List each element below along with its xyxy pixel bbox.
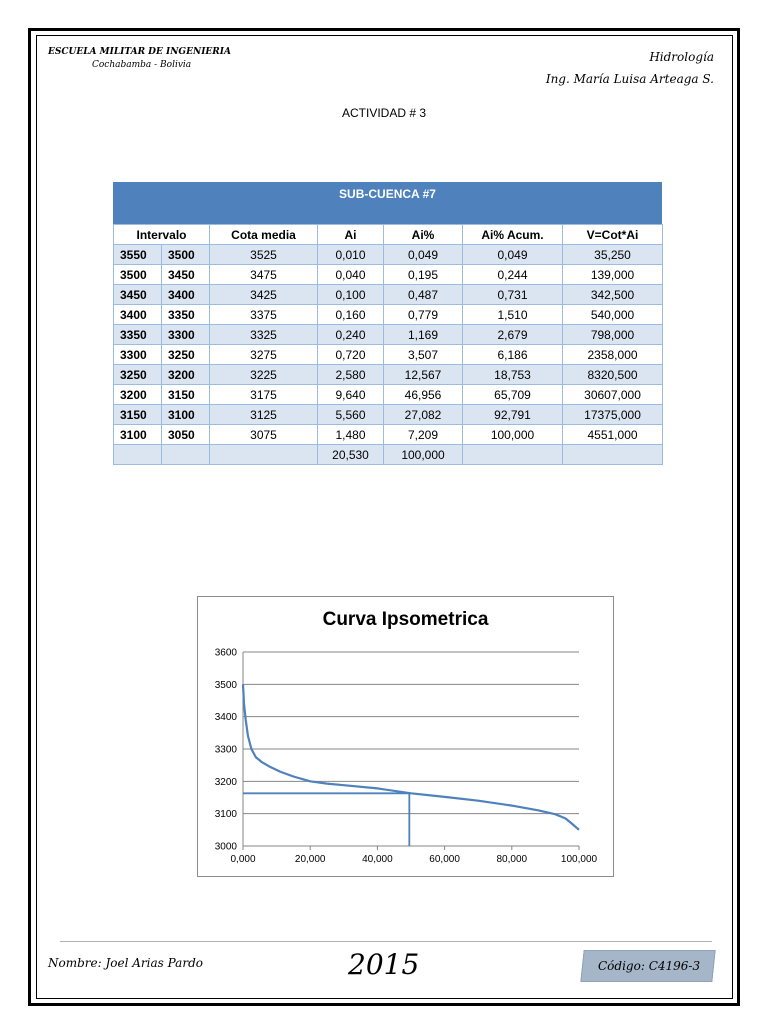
table-cell: 100,000 xyxy=(384,445,463,465)
table-cell: 0,049 xyxy=(384,245,463,265)
x-tick-label: 80,000 xyxy=(496,854,528,865)
table-cell: 3175 xyxy=(210,385,318,405)
table-cell: 3200 xyxy=(114,385,162,405)
table-cell: 9,640 xyxy=(318,385,384,405)
table-cell: 0,731 xyxy=(463,285,563,305)
table-cell: 27,082 xyxy=(384,405,463,425)
x-tick-label: 20,000 xyxy=(294,854,326,865)
table-row xyxy=(114,385,663,405)
table-cell: 3550 xyxy=(114,245,162,265)
x-tick-label: 60,000 xyxy=(429,854,460,865)
table-row xyxy=(114,245,663,265)
course-name: Hidrología xyxy=(649,50,714,64)
y-tick-label: 3500 xyxy=(214,679,237,691)
table-cell: 8320,500 xyxy=(563,365,663,385)
chart-plot xyxy=(198,597,615,878)
table-cell: 4551,000 xyxy=(563,425,663,445)
col-header-ai: Ai xyxy=(318,225,384,245)
y-tick-label: 3400 xyxy=(214,712,237,724)
table-cell: 3100 xyxy=(114,425,162,445)
table-cell: 17375,000 xyxy=(563,405,663,425)
table-cell: 3525 xyxy=(210,245,318,265)
table-cell xyxy=(463,445,563,465)
table-totals-row xyxy=(114,445,663,465)
subbasin-table xyxy=(113,224,663,465)
y-tick-label: 3200 xyxy=(214,776,237,788)
student-name: Nombre: Joel Arias Pardo xyxy=(48,956,203,970)
footer-rule xyxy=(60,941,712,942)
table-cell: 100,000 xyxy=(463,425,563,445)
table-cell: 3250 xyxy=(162,345,210,365)
table-cell: 46,956 xyxy=(384,385,463,405)
data-table xyxy=(113,182,662,465)
table-cell: 3400 xyxy=(162,285,210,305)
table-cell: 3350 xyxy=(162,305,210,325)
table-cell: 0,487 xyxy=(384,285,463,305)
table-cell: 0,195 xyxy=(384,265,463,285)
col-header-ai-acum: Ai% Acum. xyxy=(463,225,563,245)
table-cell: 3450 xyxy=(162,265,210,285)
chart-title: Curva Ipsometrica xyxy=(322,609,489,630)
table-cell xyxy=(162,445,210,465)
table-cell: 798,000 xyxy=(563,325,663,345)
table-cell: 3200 xyxy=(162,365,210,385)
table-cell: 35,250 xyxy=(563,245,663,265)
y-tick-label: 3000 xyxy=(214,841,237,853)
table-cell: 3375 xyxy=(210,305,318,325)
table-cell: 18,753 xyxy=(463,365,563,385)
course-code: Código: C4196-3 xyxy=(597,959,700,973)
table-banner: SUB-CUENCA #7 xyxy=(113,182,662,224)
col-header-intervalo: Intervalo xyxy=(114,225,210,245)
table-cell: 3250 xyxy=(114,365,162,385)
table-cell: 0,049 xyxy=(463,245,563,265)
table-cell: 3300 xyxy=(162,325,210,345)
table-cell: 5,560 xyxy=(318,405,384,425)
table-cell: 0,040 xyxy=(318,265,384,285)
hypsometric-chart xyxy=(197,596,614,877)
code-badge xyxy=(580,950,715,982)
col-header-volume: V=Cot*Ai xyxy=(563,225,663,245)
series-line xyxy=(243,684,579,830)
table-row xyxy=(114,265,663,285)
teacher-name: Ing. María Luisa Arteaga S. xyxy=(545,72,714,86)
table-cell: 540,000 xyxy=(563,305,663,325)
table-cell: 3300 xyxy=(114,345,162,365)
table-row xyxy=(114,405,663,425)
table-cell: 1,510 xyxy=(463,305,563,325)
table-cell: 3325 xyxy=(210,325,318,345)
table-cell: 3450 xyxy=(114,285,162,305)
table-cell: 1,480 xyxy=(318,425,384,445)
table-cell xyxy=(210,445,318,465)
table-cell xyxy=(114,445,162,465)
page-title: ACTIVIDAD # 3 xyxy=(341,106,427,120)
table-row xyxy=(114,425,663,445)
y-tick-label: 3300 xyxy=(214,744,237,756)
col-header-ai-pct: Ai% xyxy=(384,225,463,245)
table-cell: 65,709 xyxy=(463,385,563,405)
table-cell: 12,567 xyxy=(384,365,463,385)
table-cell: 3100 xyxy=(162,405,210,425)
table-row xyxy=(114,325,663,345)
table-cell: 139,000 xyxy=(563,265,663,285)
table-cell: 3425 xyxy=(210,285,318,305)
school-header xyxy=(48,46,231,72)
col-header-cota-media: Cota media xyxy=(210,225,318,245)
table-cell: 0,100 xyxy=(318,285,384,305)
table-cell: 30607,000 xyxy=(563,385,663,405)
table-cell: 0,240 xyxy=(318,325,384,345)
table-cell: 3050 xyxy=(162,425,210,445)
table-cell: 0,720 xyxy=(318,345,384,365)
table-cell: 7,209 xyxy=(384,425,463,445)
table-cell: 3500 xyxy=(114,265,162,285)
table-cell: 3400 xyxy=(114,305,162,325)
table-cell: 3500 xyxy=(162,245,210,265)
table-cell: 3125 xyxy=(210,405,318,425)
table-cell: 1,169 xyxy=(384,325,463,345)
table-cell: 2,679 xyxy=(463,325,563,345)
x-tick-label: 100,000 xyxy=(560,854,598,865)
x-tick-label: 0,000 xyxy=(230,854,256,865)
y-tick-label: 3600 xyxy=(214,647,237,659)
table-cell: 3475 xyxy=(210,265,318,285)
footer-year: 2015 xyxy=(348,948,420,981)
table-cell: 20,530 xyxy=(318,445,384,465)
course-header xyxy=(546,46,714,90)
school-location: Cochabamba - Bolivia xyxy=(92,60,192,70)
table-cell: 3275 xyxy=(210,345,318,365)
table-cell: 3350 xyxy=(114,325,162,345)
table-cell: 3075 xyxy=(210,425,318,445)
school-name: ESCUELA MILITAR DE INGENIERIA xyxy=(48,47,231,57)
table-header-row xyxy=(114,225,663,245)
table-cell: 0,244 xyxy=(463,265,563,285)
table-row xyxy=(114,345,663,365)
table-cell: 2,580 xyxy=(318,365,384,385)
table-row xyxy=(114,305,663,325)
table-cell: 3150 xyxy=(114,405,162,425)
table-row xyxy=(114,285,663,305)
y-tick-label: 3100 xyxy=(214,809,237,821)
table-cell: 2358,000 xyxy=(563,345,663,365)
x-tick-label: 40,000 xyxy=(362,854,393,865)
table-cell: 342,500 xyxy=(563,285,663,305)
table-cell: 3,507 xyxy=(384,345,463,365)
table-cell: 0,779 xyxy=(384,305,463,325)
table-cell: 6,186 xyxy=(463,345,563,365)
table-cell xyxy=(563,445,663,465)
table-cell: 3150 xyxy=(162,385,210,405)
table-cell: 0,160 xyxy=(318,305,384,325)
table-cell: 0,010 xyxy=(318,245,384,265)
table-cell: 92,791 xyxy=(463,405,563,425)
table-row xyxy=(114,365,663,385)
table-cell: 3225 xyxy=(210,365,318,385)
